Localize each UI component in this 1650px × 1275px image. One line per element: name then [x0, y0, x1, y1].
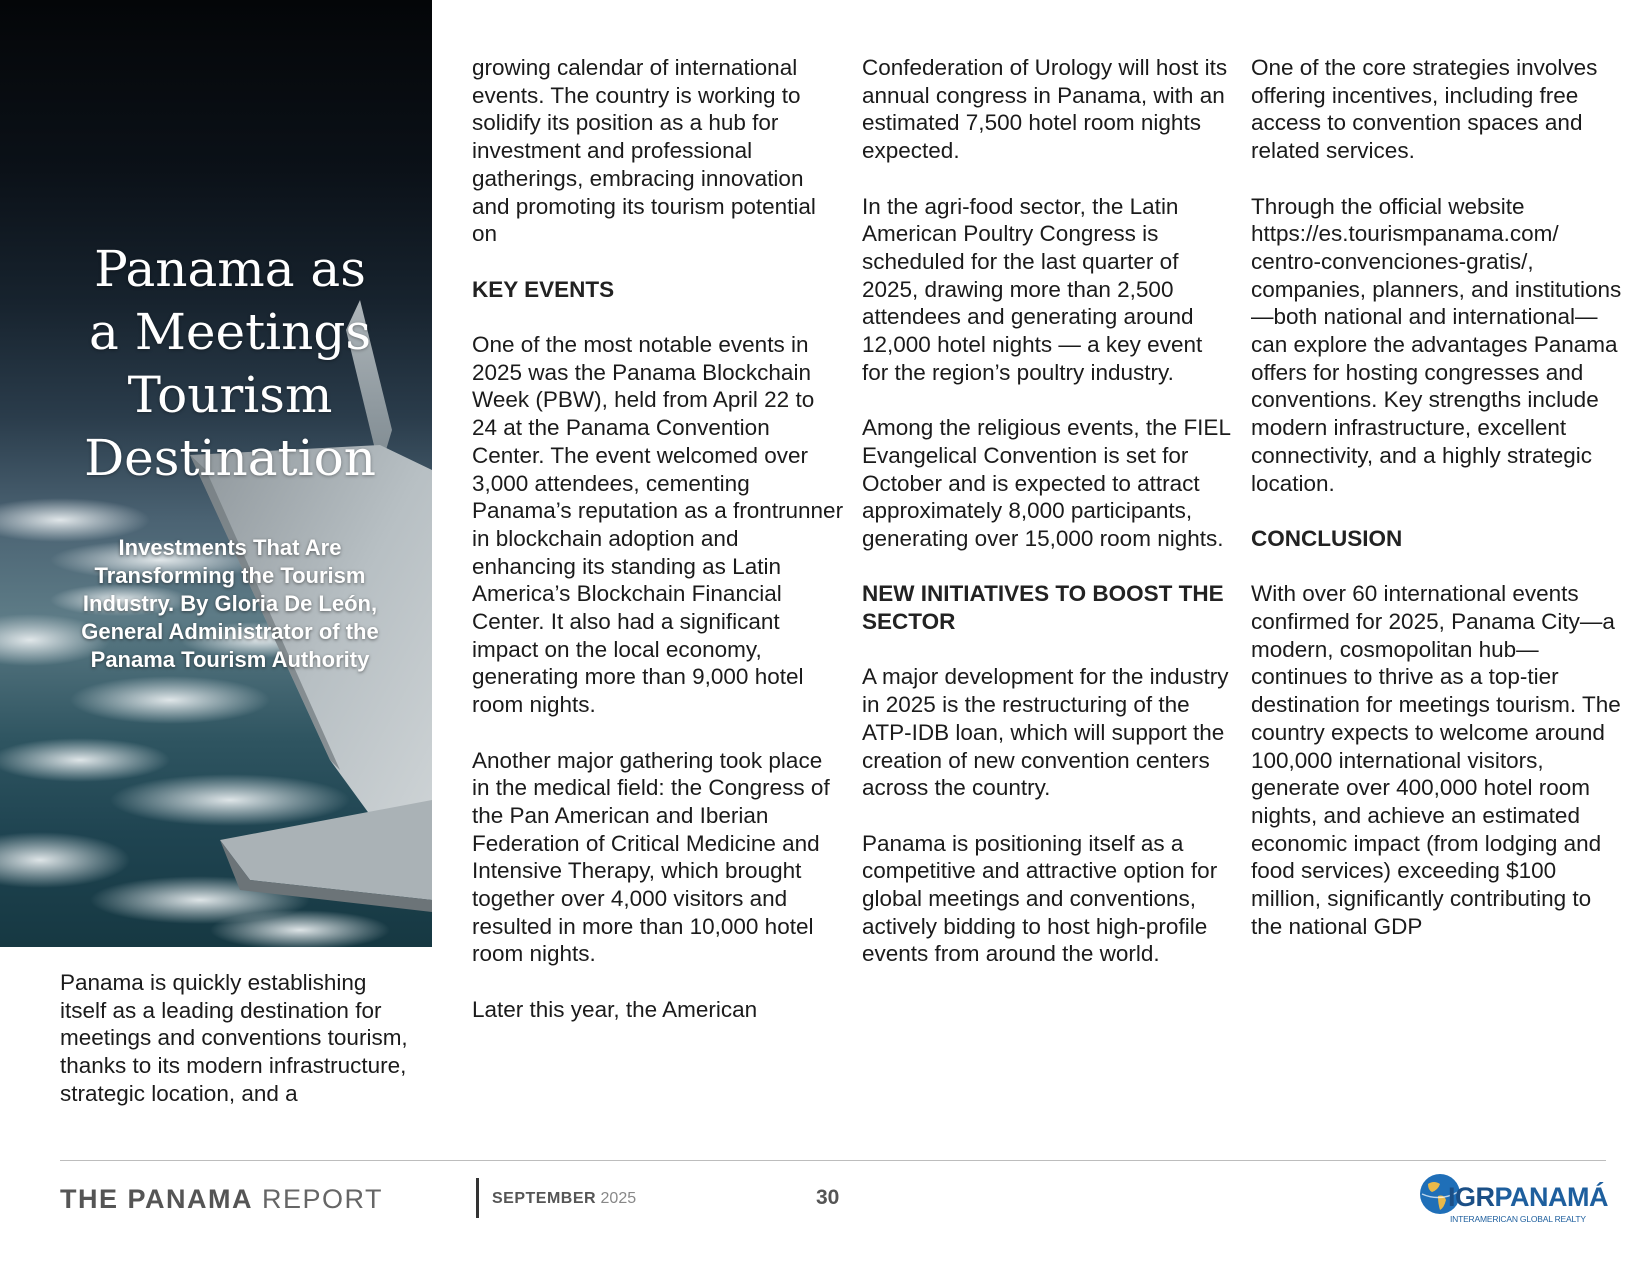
publication-name-light: REPORT [253, 1184, 384, 1214]
paragraph: Panama is positioning itself as a competitive and attractive option for global meetings and conventions, actively bidding to host high-profile events from around the world. [862, 830, 1218, 967]
logo-wordmark [1448, 1182, 1608, 1213]
subtitle-line: Panama Tourism Authority [90, 647, 370, 672]
issue-date [492, 1190, 636, 1208]
logo-tagline: INTERAMERICAN GLOBAL REALTY [1450, 1214, 1586, 1224]
body-column-4 [1251, 54, 1623, 968]
article-title [20, 238, 432, 490]
logo-panama: PANAMÁ [1494, 1182, 1609, 1212]
igr-panama-logo [1418, 1170, 1608, 1230]
paragraph: Another major gathering took place in the medical field: the Congress of the Pan American and Iberian Federation of Critical Medicine and Intensive Therapy, which brought together over 4,000 visitors and resulted in more than 10,000 hotel room nights. [472, 747, 830, 967]
hero-image [0, 0, 432, 947]
subtitle-line: Transforming the Tourism [94, 563, 366, 588]
page-number: 30 [816, 1186, 840, 1209]
article-subtitle-byline [40, 534, 420, 674]
title-line: Destination [84, 429, 376, 487]
paragraph: One of the core strategies involves offering incentives, including free access to convention spaces and related services. [1251, 55, 1598, 164]
paragraph: One of the most notable events in 2025 was the Panama Blockchain Week (PBW), held from April 22 to 24 at the Panama Convention Center. The event welcomed over 3,000 attendees, cementing Panama’s reputation as a frontrunner in blockchain adoption and enhancing its standing as Latin America’s Blockchain Financial Center. It also had a significant impact on the local economy, generating more than 9,000 hotel room nights. [472, 332, 844, 718]
title-line: Tourism [127, 366, 333, 424]
paragraph: In the agri-food sector, the Latin American Poultry Congress is scheduled for the last quarter of 2025, drawing more than 2,500 attendees and generating around 12,000 hotel nights — a key event for the region’s poultry industry. [862, 193, 1203, 385]
subtitle-line: Investments That Are [118, 535, 342, 560]
title-line: a Meetings [88, 303, 372, 361]
section-heading-conclusion: CONCLUSION [1251, 525, 1403, 551]
section-heading-key-events: KEY EVENTS [472, 276, 615, 302]
issue-year: 2025 [596, 1190, 637, 1207]
title-line: Panama as [94, 240, 366, 298]
body-column-2 [472, 54, 844, 1051]
publication-name [60, 1184, 383, 1215]
subtitle-line: Industry. By Gloria De León, [82, 591, 378, 616]
paragraph: Panama is quickly establishing itself as a leading destination for meetings and conventions tourism, thanks to its modern infrastructure, strategic location, and a [60, 970, 408, 1106]
footer-divider [60, 1160, 1606, 1161]
body-column-1 [60, 969, 410, 1135]
paragraph: Among the religious events, the FIEL Evangelical Convention is set for October and is expected to attract approximately 8,000 participants, generating over 15,000 room nights. [862, 415, 1231, 551]
paragraph: growing calendar of international events. The country is working to solidify its position as a hub for investment and professional gatherings, embracing innovation and promoting its tourism potential on [472, 55, 816, 247]
paragraph: A major development for the industry in 2025 is the restructuring of the ATP-IDB loan, which will support the creation of new convention centers across the country. [862, 664, 1229, 801]
paragraph: Through the official website https://es.tourismpanama.com/ centro-convenciones-gratis/, companies, planners, and institutions—both national and international—can explore the advantages Panama offers for hosting congresses and conventions. Key strengths include modern infrastructure, excellent connectivity, and a highly strategic location. [1251, 193, 1622, 496]
section-heading-new-initiatives: NEW INITIATIVES TO BOOST THE SECTOR [862, 581, 1224, 635]
paragraph: Confederation of Urology will host its annual congress in Panama, with an estimated 7,500 hotel room nights expected. [862, 55, 1228, 164]
subtitle-line: General Administrator of the [81, 619, 379, 644]
issue-month: SEPTEMBER [492, 1190, 597, 1207]
paragraph: With over 60 international events confirmed for 2025, Panama City—a modern, cosmopolitan hub—continues to thrive as a top-tier destination for meetings tourism. The country expects to welcome around 100,000 international visitors, generate over 400,000 hotel room nights, and achieve an estimated economic impact (from lodging and food services) exceeding $100 million, significantly contributing to the national GDP [1251, 581, 1621, 939]
body-column-3 [862, 54, 1234, 996]
logo-igr: IGR [1448, 1182, 1495, 1212]
footer-separator [476, 1178, 479, 1218]
publication-name-bold: THE PANAMA [60, 1184, 253, 1214]
paragraph: Later this year, the American [472, 996, 758, 1022]
